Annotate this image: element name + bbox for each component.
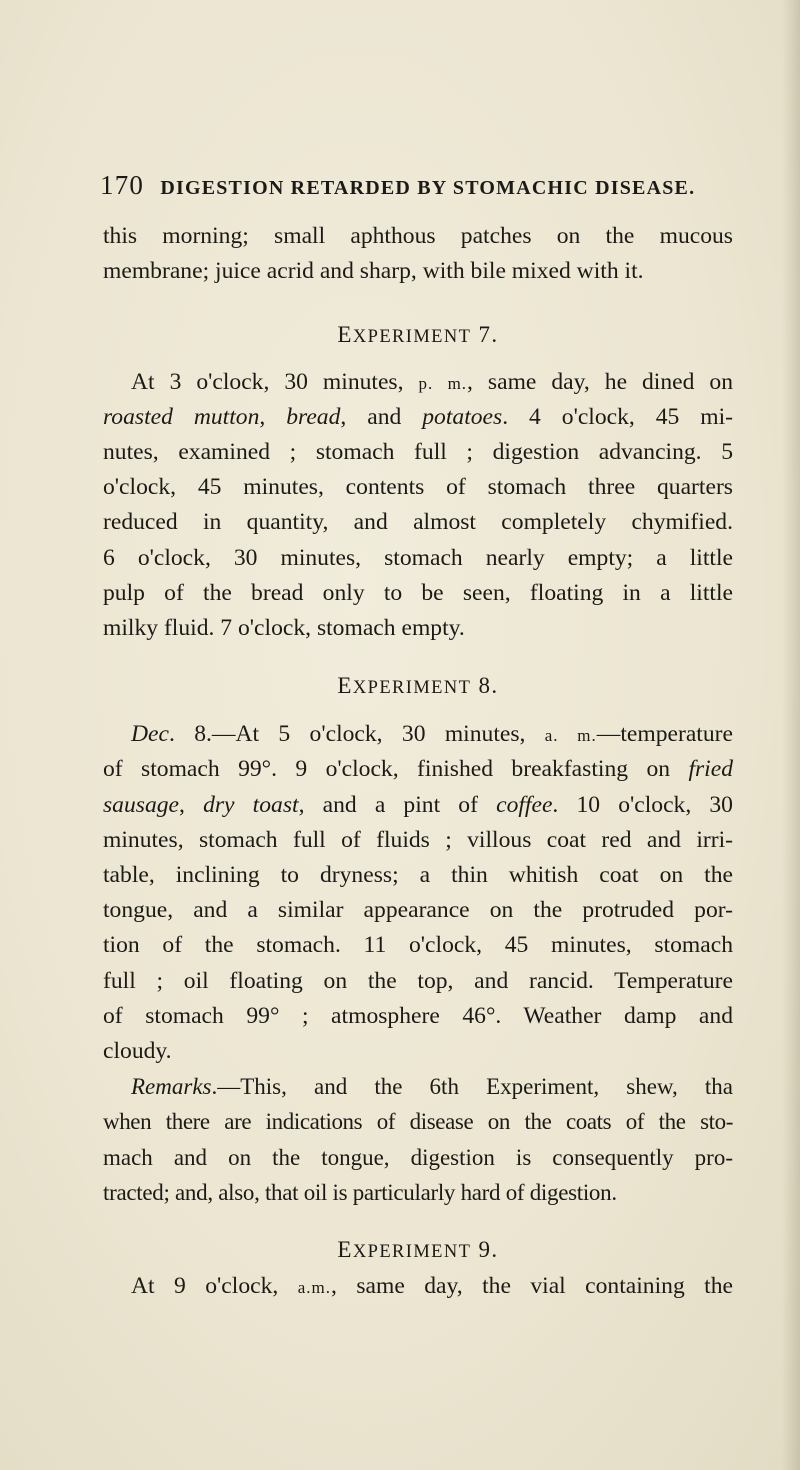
remarks-paragraph bbox=[103, 1069, 733, 1210]
heading-rest: XPERIMENT bbox=[352, 327, 472, 348]
text-line: milky fluid. 7 o'clock, stomach empty. bbox=[103, 614, 465, 641]
text-line: pulp of the bread only to be seen, floating in a little bbox=[103, 579, 733, 606]
text-line: of stomach 99°. 9 o'clock, finished breakfasting on fried bbox=[103, 756, 733, 783]
heading-initial: E bbox=[337, 673, 353, 699]
text-line: 6 o'clock, 30 minutes, stomach nearly empty; a little bbox=[103, 544, 733, 571]
text-line: At 3 o'clock, 30 minutes, p. m., same day, he dined on bbox=[131, 368, 733, 395]
text-line: cloudy. bbox=[103, 1037, 172, 1064]
heading-number: 8. bbox=[478, 673, 499, 699]
page-number: 170 bbox=[100, 170, 145, 200]
text-line: At 9 o'clock, a.m., same day, the vial containing the bbox=[131, 1273, 733, 1300]
page-body bbox=[103, 219, 733, 1304]
text-line: mach and on the tongue, digestion is consequently pro- bbox=[103, 1144, 733, 1170]
heading-rest: XPERIMENT bbox=[352, 678, 472, 699]
text-line: Remarks.—This, and the 6th Experiment, shew, tha bbox=[131, 1074, 733, 1100]
text-line: tion of the stomach. 11 o'clock, 45 minutes, stomach bbox=[103, 932, 733, 959]
text-line: full ; oil floating on the top, and rancid. Temperature bbox=[103, 967, 733, 994]
running-title: DIGESTION RETARDED BY STOMACHIC DISEASE. bbox=[160, 177, 696, 199]
text-line: table, inclining to dryness; a thin whitish coat on the bbox=[103, 862, 733, 888]
experiment-8-paragraph bbox=[103, 717, 733, 1069]
text-line: of stomach 99° ; atmosphere 46°. Weather damp and bbox=[103, 1002, 733, 1029]
experiment-7-heading bbox=[103, 317, 733, 352]
experiment-8-heading bbox=[103, 668, 733, 703]
heading-rest: XPERIMENT bbox=[352, 1241, 472, 1262]
text-line: minutes, stomach full of fluids ; villous coat red and irri- bbox=[103, 826, 733, 853]
paragraph-continuation bbox=[103, 219, 733, 289]
text-line: o'clock, 45 minutes, contents of stomach three quarters bbox=[103, 474, 733, 501]
heading-initial: E bbox=[337, 322, 353, 348]
text-line: nutes, examined ; stomach full ; digestion advancing. 5 bbox=[103, 438, 733, 465]
text-line: roasted mutton, bread, and potatoes. 4 o'clock, 45 mi- bbox=[103, 403, 734, 430]
experiment-7-paragraph bbox=[103, 365, 733, 647]
experiment-9-paragraph bbox=[103, 1269, 733, 1304]
text-line: membrane; juice acrid and sharp, with bile mixed with it. bbox=[103, 258, 644, 285]
text-line: this morning; small aphthous patches on the mucous bbox=[103, 223, 733, 249]
heading-number: 9. bbox=[478, 1236, 499, 1262]
text-line: reduced in quantity, and almost completely chymified. bbox=[103, 509, 733, 536]
experiment-9-heading bbox=[103, 1232, 733, 1267]
running-header bbox=[100, 170, 720, 201]
heading-initial: E bbox=[337, 1236, 353, 1262]
text-line: Dec. 8.—At 5 o'clock, 30 minutes, a. m.—temperature bbox=[131, 721, 733, 748]
text-line: tongue, and a similar appearance on the protruded por- bbox=[103, 897, 733, 924]
text-line: sausage, dry toast, and a pint of coffee. 10 o'clock, 30 bbox=[103, 791, 733, 818]
text-line: tracted; and, also, that oil is particularly hard of digestion. bbox=[103, 1179, 617, 1205]
heading-number: 7. bbox=[478, 322, 499, 348]
page-edge-shadow bbox=[782, 0, 800, 1470]
text-line: when there are indications of disease on the coats of the sto- bbox=[103, 1109, 733, 1135]
